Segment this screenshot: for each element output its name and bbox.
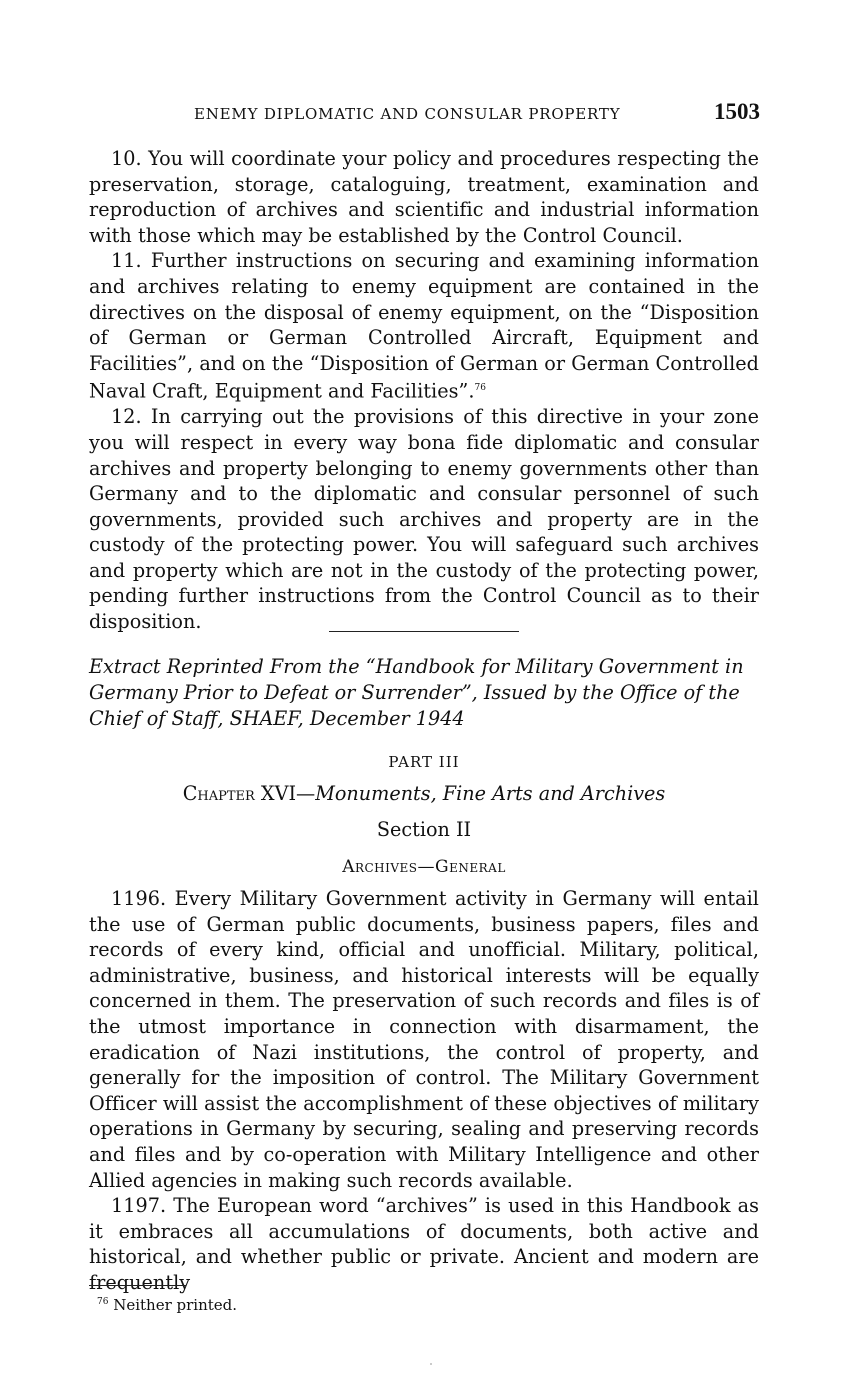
page-number: 1503 [714,99,760,124]
footnote-divider [89,1285,186,1286]
footnote-reference: 76 [474,383,487,394]
chapter-title: Monuments, Fine Arts and Archives [315,782,666,805]
extract-line: Extract Reprinted From the “Handbook for Military Government in [89,655,744,678]
chapter-number: Chapter XVI— [182,782,316,805]
subsection-heading: Archives—General [342,857,506,877]
extract-line: Germany Prior to Defeat or Surrender”, Issued by the Office of the [89,681,740,704]
running-head [88,100,760,130]
section-heading: Section II [376,818,472,841]
scan-speck [430,1363,432,1365]
footnote-text: Neither printed. [113,1296,238,1314]
chapter-heading [89,782,759,805]
directive-paragraphs [89,146,759,635]
paragraph-1197: 1197. The European word “archives” is used in this Handbook as it embraces all accumulations of documents, both active and historical, and whether public or private. Ancient and modern are frequently [89,1194,759,1294]
footnote-marker: 76 [97,1297,109,1307]
paragraph-1196: 1196. Every Military Government activity in Germany will entail the use of German public documents, business papers, files and records of every kind, official and unofficial. Military, political, administrative, business, and historical interests will be equally concerned in them. The preservation of such records and files is of the utmost importance in connection with disarmament, the eradication of Nazi institutions, the control of property, and generally for the imposition of control. The Military Government Officer will assist the accomplishment of these objectives of military operations in Germany by securing, sealing and preserving records and files and by co-operation with Military Intelligence and other Allied agencies in making such records available. [89,887,759,1192]
paragraph-12: 12. In carrying out the provisions of this directive in your zone you will respect in every way bona fide diplomatic and consular archives and property belonging to enemy governments other than Germany and to the diplomatic and consular personnel of such governments, provided such archives and property are in the custody of the protecting power. You will safeguard such archives and property which are not in the custody of the protecting power, pending further instructions from the Control Council as to their disposition. [89,405,759,634]
paragraph-11-text: 11. Further instructions on securing and examining information and archives relating to enemy equipment are contained in the directives on the disposal of enemy equipment, on the “Disposition of German or German Controlled Aircraft, Equipment and Facilities”, and on the “Disposition of German or German Controlled Naval Craft, Equipment and Facilities”. [89,249,759,403]
extract-citation [89,654,781,732]
section-divider [329,631,519,632]
paragraph-11 [89,248,759,404]
handbook-paragraphs [89,886,759,1296]
running-title: ENEMY DIPLOMATIC AND CONSULAR PROPERTY [194,105,621,123]
footnote [97,1296,237,1314]
paragraph-10: 10. You will coordinate your policy and procedures respecting the preservation, storage, cataloguing, treatment, examination and reproduction of archives and scientific and industrial information with those which may be established by the Control Council. [89,147,759,247]
extract-line: Chief of Staff, SHAEF, December 1944 [89,707,465,730]
part-heading: PART III [388,753,460,771]
